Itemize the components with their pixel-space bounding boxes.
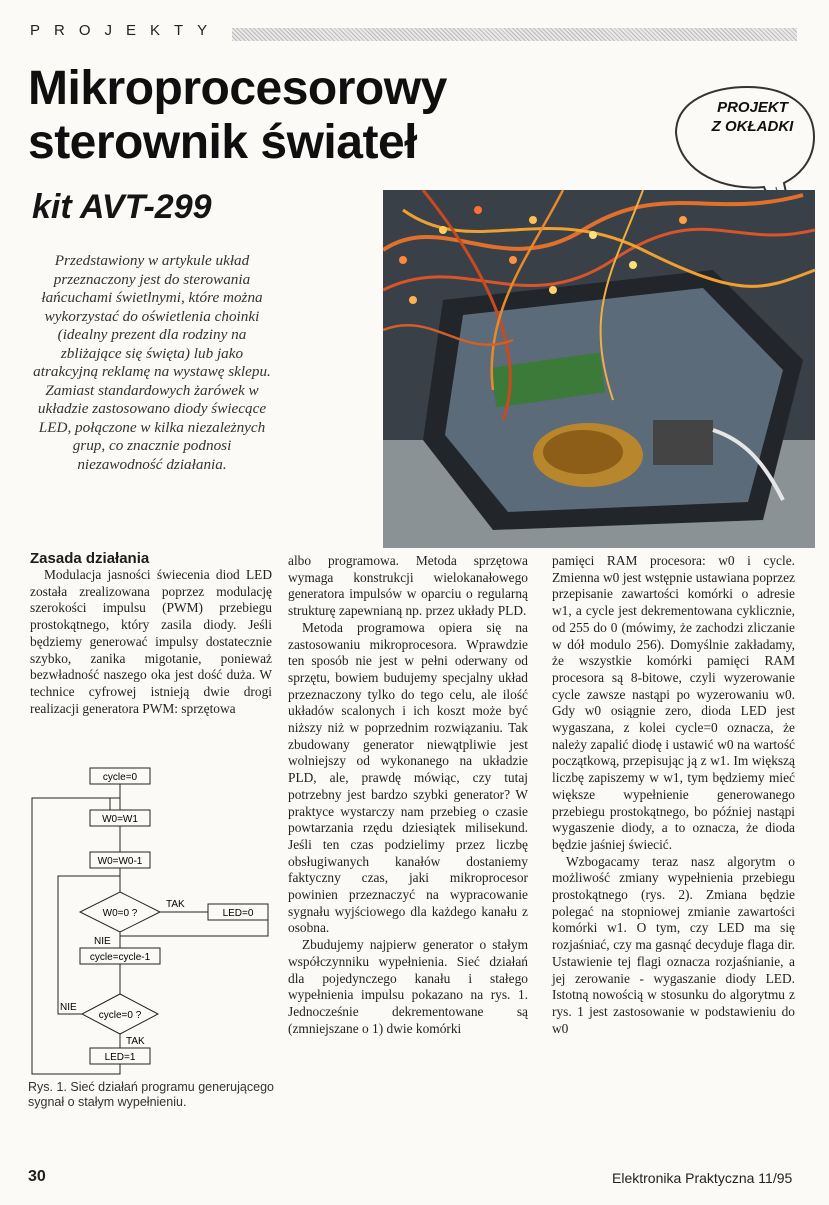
page-number: 30 bbox=[28, 1168, 46, 1185]
header-hatch-bar bbox=[232, 28, 797, 41]
publication-footer: Elektronika Praktyczna 11/95 bbox=[612, 1170, 793, 1186]
flow-decision-w0: W0=0 ? bbox=[102, 908, 138, 919]
device-photo bbox=[383, 190, 815, 548]
project-badge bbox=[690, 98, 815, 136]
paragraph: Wzbogacamy teraz nasz algorytm o możliwość zmiany wypełnienia przebiegu prostokątnego (rys. 2). Zmiana będzie polegać na stopniowej zmianie zawartości komórki w1. O tym, czy LED ma się rozjaśniać, czy ma gasnąć decyduje flaga dir. Ustawienie tej flagi oznacza rozjaśnianie, a jej zerowanie - wygaszanie diody LED. Istotną nowością w stosunku do algorytmu z rys. 1 jest zastosowanie w podstawieniu do w0 bbox=[552, 853, 795, 1036]
flow-label-nie-1: NIE bbox=[94, 936, 111, 947]
flow-box-cycle-dec: cycle=cycle-1 bbox=[89, 952, 151, 963]
paragraph: Modulacja jasności świecenia diod LED została zrealizowana poprzez modulację szerokości impulsu (PWM) przebiegu prostokątnego, który zasila diody. Jeśli będziemy generować impulsy dostatecznie szybko, zanika migotanie, ponieważ bezwładność naszego oka jest dość duża. W technice cyfrowej istnieją dwie drogi realizacji generatora PWM: sprzętowa bbox=[30, 567, 272, 716]
flow-label-tak-1: TAK bbox=[166, 899, 185, 910]
text-column-2 bbox=[288, 553, 528, 1037]
flowchart-figure bbox=[28, 760, 278, 1080]
article-title bbox=[28, 62, 548, 170]
paragraph: albo programowa. Metoda sprzętowa wymaga konstrukcji wielokanałowego generatora impulsów w oparciu o regularną strukturę zapewnianą np. przez układy PLD. bbox=[288, 553, 528, 619]
lead-paragraph: Przedstawiony w artykule układ przeznaczony jest do sterowania łańcuchami świetlnymi, które można wykorzystać do oświetlenia choinki (idealny prezent dla rodziny na zbliżające się święta) lub jako atrakcyjną reklamę na wystawę sklepu. Zamiast standardowych żarówek w układzie zastosowano diody świecące LED, połączone w kilka niezależnych grup, co znacznie podnosi niezawodność działania. bbox=[33, 252, 271, 473]
section-heading: Zasada działania bbox=[30, 550, 150, 567]
flow-decision-cycle: cycle=0 ? bbox=[98, 1010, 142, 1021]
flow-box-cycle-init: cycle=0 bbox=[102, 772, 138, 783]
flow-box-w0-w1: W0=W1 bbox=[102, 814, 138, 825]
flow-label-tak-2: TAK bbox=[126, 1036, 145, 1047]
title-line-2: sterownik świateł bbox=[28, 116, 417, 169]
figure-caption: Rys. 1. Sieć działań programu generującego sygnał o stałym wypełnieniu. bbox=[28, 1080, 274, 1109]
flow-label-nie-2: NIE bbox=[60, 1002, 77, 1013]
paragraph: Zbudujemy najpierw generator o stałym współczynniku wypełnienia. Sieć działań dla pojedynczego kanału i stałego wypełnienia impulsu pokazano na rys. 1. Jednocześnie dekrementowane są (zmniejszane o 1) dwie komórki bbox=[288, 937, 528, 1036]
paragraph: pamięci RAM procesora: w0 i cycle. Zmienna w0 jest wstępnie ustawiana poprzez przepisanie zawartości komórki o adresie w1, a cycle jest dekrementowana cyklicznie, od 255 do 0 (mówimy, że zachodzi zliczanie w dół modulo 256). Domyślnie zakładamy, że wszystkie komórki pamięci RAM procesora są 8-bitowe, czyli wyzerowanie cycle zawsze nastąpi po wyzerowaniu w0. Gdy w0 osiągnie zero, dioda LED jest wygaszana, z kolei cycle=0 oznacza, że należy zapalić diodę i ustawić w0 na wartość początkową, przepisując ją z w1. Im większą liczbę zapiszemy w w1, tym będziemy mieć większe wypełnienie generowanego przebiegu prostokątnego, bo później nastąpi wygaszenie diody, a to oznacza, że dioda będzie jaśniej świecić. bbox=[552, 553, 795, 852]
text-column-3 bbox=[552, 553, 795, 1037]
title-line-1: Mikroprocesorowy bbox=[28, 62, 447, 115]
flow-box-w0-dec: W0=W0-1 bbox=[97, 856, 143, 867]
paragraph: Metoda programowa opiera się na zastosowaniu mikroprocesora. Wprawdzie ten sposób nie jest w pełni oderwany od sprzętu, bowiem budujemy specjalny układ przeznaczony tylko do tego celu, ale ilość układów scalonych i ich koszt może być niższy niż w poprzednim rozwiązaniu. Tak zbudowany generator niewątpliwie jest wolniejszy od wykonanego na układzie PLD, ale, prawdę mówiąc, czy tutaj potrzebny jest bardzo szybki generator? W praktyce wystarczy nam przebieg o czasie powtarzania rzędu dziesiątek milisekund. Jeśli ten czas podzielimy przez liczbę obsługiwanych kanałów dostaniemy faktyczny czas, jaki mikroprocesor powinien przeznaczyć na wypracowanie sygnału wyjściowego dla każdego kanału z osobna. bbox=[288, 619, 528, 936]
kit-subtitle: kit AVT-299 bbox=[32, 188, 212, 226]
flow-box-led0: LED=0 bbox=[222, 908, 254, 919]
badge-line-1: PROJEKT bbox=[717, 99, 788, 116]
badge-line-2: Z OKŁADKI bbox=[711, 118, 794, 135]
flow-box-led1: LED=1 bbox=[104, 1052, 136, 1063]
section-label: PROJEKTY bbox=[30, 22, 222, 39]
text-column-1 bbox=[30, 567, 272, 717]
